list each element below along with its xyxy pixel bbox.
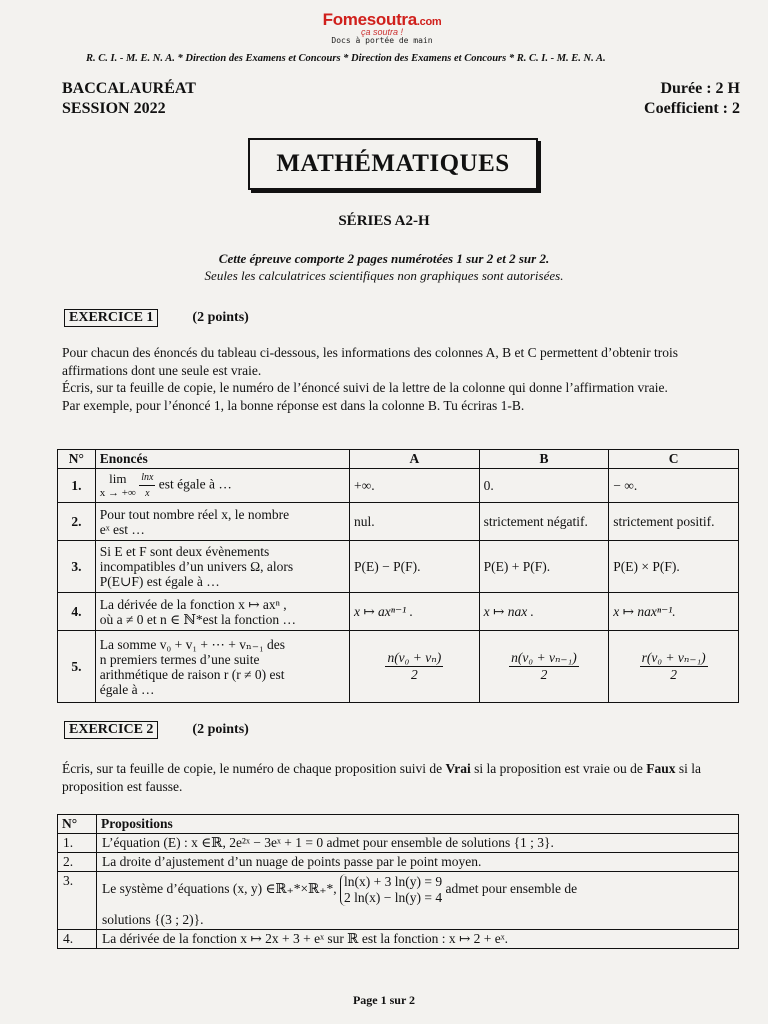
exercise1-table: [57, 449, 739, 703]
instruction-line: Par exemple, pour l’énoncé 1, la bonne réponse est dans la colonne B. Tu écriras 1-B.: [62, 397, 525, 413]
series-label: SÉRIES A2-H: [338, 213, 430, 229]
intro-calculators: Seules les calculatrices scientifiques non graphiques sont autorisées.: [204, 268, 564, 283]
table-row: [58, 541, 739, 593]
table-row: [58, 872, 739, 930]
exercise1-instructions: [62, 344, 742, 414]
answer-a: [349, 631, 479, 703]
table-header-row: [58, 815, 739, 834]
table-row: [58, 593, 739, 631]
exam-intro: [0, 250, 768, 284]
header-b: B: [479, 450, 609, 469]
table-row: [58, 930, 739, 949]
proposition-text: La droite d’ajustement d’un nuage de points passe par le point moyen.: [97, 853, 739, 872]
logo-subtitle: Docs à portée de main: [331, 36, 433, 45]
limit-fraction: $\frac{\ln x}{x}$: [141, 472, 154, 499]
exercise1-title: EXERCICE 1: [64, 309, 158, 327]
answer-c: [609, 631, 739, 703]
answer-c: x ↦ naxⁿ⁻¹.: [609, 593, 739, 631]
exercise2-title: EXERCICE 2: [64, 721, 158, 739]
faux-label: Faux: [646, 761, 676, 776]
equation-system: ln(x) + 3 ln(y) = 9 2 ln(x) − ln(y) = 4: [340, 874, 442, 906]
table-row: [58, 853, 739, 872]
exam-info: [62, 79, 196, 119]
answer-b: x ↦ nax .: [479, 593, 609, 631]
fraction: $\frac{\text{n(v₀ + vₙ₋₁)}}{2}$: [511, 650, 577, 682]
intro-pages: Cette épreuve comporte 2 pages numérotées 1 sur 2 et 2 sur 2.: [218, 251, 550, 266]
instruction-line: Pour chacun des énoncés du tableau ci-dessous, les informations des colonnes A, B et C permettent d’obtenir trois affirmations dont une seule est vraie.: [62, 345, 678, 378]
answer-a: x ↦ axⁿ⁻¹ .: [349, 593, 479, 631]
exercise1-heading: [64, 309, 249, 327]
answer-c: strictement positif.: [609, 503, 739, 541]
answer-b: [479, 631, 609, 703]
vrai-label: Vrai: [445, 761, 471, 776]
row-num: 3.: [58, 541, 96, 593]
row-enonce: La dérivée de la fonction x ↦ axⁿ , où a ≠ 0 et n ∈ ℕ*est la fonction …: [95, 593, 349, 631]
header-enonces: Enoncés: [95, 450, 349, 469]
exam-duration: Durée : 2 H: [660, 80, 740, 97]
exam-session: SESSION 2022: [62, 100, 166, 117]
answer-c: P(E) × P(F).: [609, 541, 739, 593]
row-num: 2.: [58, 853, 97, 872]
row-enonce: lim x → +∞ $\frac{\ln x}{x}$ est égale à …: [95, 469, 349, 503]
exercise2-points: (2 points): [192, 722, 249, 737]
exam-title: BACCALAURÉAT: [62, 80, 196, 97]
header-num: N°: [58, 815, 97, 834]
answer-b: 0.: [479, 469, 609, 503]
table-header-row: [58, 450, 739, 469]
fomesoutra-logo: [312, 10, 452, 45]
table-row: [58, 503, 739, 541]
logo-brand: Fomesoutra.com: [322, 10, 442, 29]
row-num: 4.: [58, 593, 96, 631]
fraction: $\frac{\text{n(v₀ + vₙ)}}{2}$: [387, 650, 442, 682]
header-banner: R. C. I. - M. E. N. A. * Direction des Examens et Concours * Direction des Examens et Concours * R. C. I. - M. E. N. A.: [86, 53, 606, 64]
table-row: [58, 469, 739, 503]
header-propositions: Propositions: [97, 815, 739, 834]
row-num: 2.: [58, 503, 96, 541]
answer-b: P(E) + P(F).: [479, 541, 609, 593]
exercise2-table: [57, 814, 739, 949]
limit-expression: lim x → +∞: [99, 470, 136, 499]
exam-meta: [644, 79, 740, 119]
answer-c: − ∞.: [609, 469, 739, 503]
subject-title: MATHÉMATIQUES: [248, 138, 538, 190]
row-enonce: Pour tout nombre réel x, le nombre eˣ est …: [95, 503, 349, 541]
row-num: 1.: [58, 469, 96, 503]
instruction-line: Écris, sur ta feuille de copie, le numéro de l’énoncé suivi de la lettre de la colonne qui donne l’affirmation vraie.: [62, 380, 668, 395]
table-row: [58, 834, 739, 853]
logo-tagline: ça soutra !: [360, 27, 404, 37]
exercise2-instructions: Écris, sur ta feuille de copie, le numéro de chaque proposition suivi de Vrai si la proposition est vraie ou de Faux si la proposition est fausse.: [62, 761, 701, 794]
proposition-text: La dérivée de la fonction x ↦ 2x + 3 + eˣ sur ℝ est la fonction : x ↦ 2 + eˣ.: [97, 930, 739, 949]
proposition-text: Le système d’équations (x, y) ∈ℝ₊*×ℝ₊*, ln(x) + 3 ln(y) = 9 2 ln(x) − ln(y) = 4 admet pour ensemble de solutions {(3 ; 2)}.: [97, 872, 739, 930]
exercise1-points: (2 points): [192, 310, 249, 325]
answer-a: nul.: [349, 503, 479, 541]
exercise2-heading: [64, 721, 249, 739]
fraction: $\frac{\text{r(v₀ + vₙ₋₁)}}{2}$: [641, 650, 706, 682]
header-num: N°: [58, 450, 96, 469]
row-enonce: Si E et F sont deux évènements incompatibles d’un univers Ω, alors P(E∪F) est égale à …: [95, 541, 349, 593]
header-a: A: [349, 450, 479, 469]
header-c: C: [609, 450, 739, 469]
page-number: Page 1 sur 2: [352, 993, 416, 1007]
row-num: 3.: [58, 872, 97, 930]
row-num: 5.: [58, 631, 96, 703]
row-num: 4.: [58, 930, 97, 949]
answer-a: P(E) − P(F).: [349, 541, 479, 593]
exam-coefficient: Coefficient : 2: [644, 100, 740, 117]
row-num: 1.: [58, 834, 97, 853]
answer-a: +∞.: [349, 469, 479, 503]
proposition-text: L’équation (E) : x ∈ℝ, 2e²ˣ − 3eˣ + 1 = 0 admet pour ensemble de solutions {1 ; 3}.: [97, 834, 739, 853]
row-enonce: La somme v₀ + v₁ + ⋯ + vₙ₋₁ des n premiers termes d’une suite arithmétique de raison r (r ≠ 0) est égale à …: [95, 631, 349, 703]
answer-b: strictement négatif.: [479, 503, 609, 541]
table-row: [58, 631, 739, 703]
